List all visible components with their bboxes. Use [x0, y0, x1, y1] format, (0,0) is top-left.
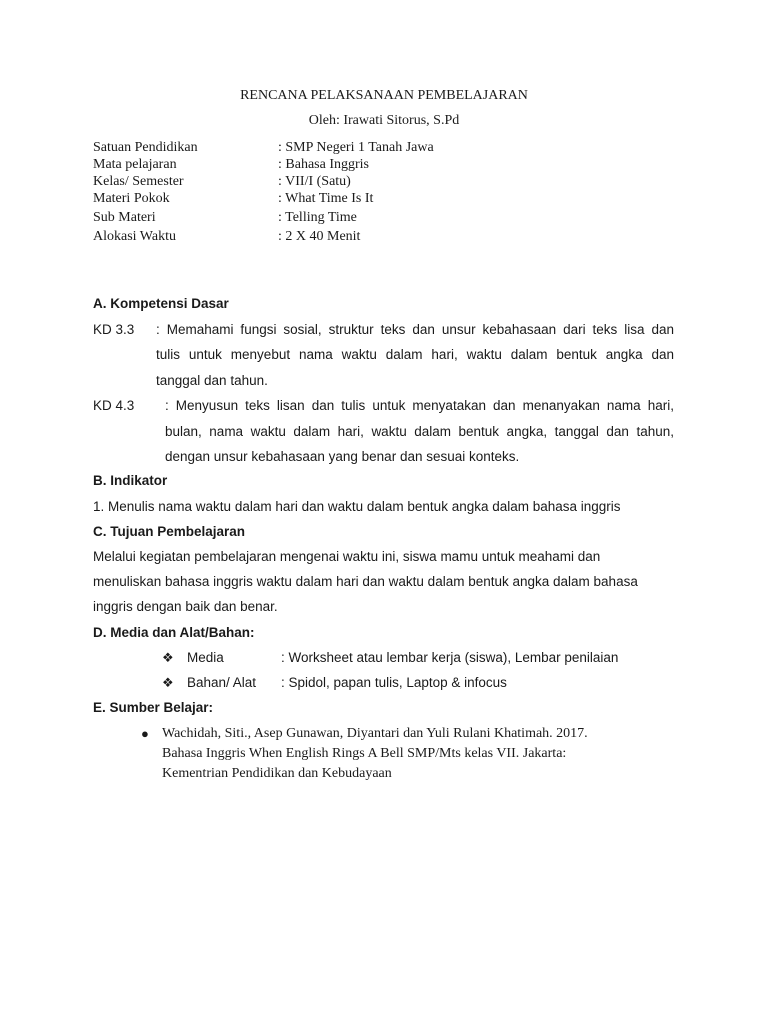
media-label: Media — [187, 650, 224, 665]
section-d-heading: D. Media dan Alat/Bahan: — [93, 625, 255, 640]
kd-code: KD 4.3 — [93, 398, 135, 413]
section-a-heading: A. Kompetensi Dasar — [93, 296, 229, 311]
source-text-line: Bahasa Inggris When English Rings A Bell SMP/Mts kelas VII. Jakarta: — [162, 746, 567, 761]
identity-value: : VII/I (Satu) — [278, 174, 351, 189]
media-value: : Spidol, papan tulis, Laptop & infocus — [281, 675, 507, 690]
kd-text-line: dengan unsur kebahasaan yang benar dan sesuai konteks. — [165, 449, 520, 464]
identity-label: Kelas/ Semester — [93, 174, 184, 189]
source-text-line: Wachidah, Siti., Asep Gunawan, Diyantari dan Yuli Rulani Khatimah. 2017. — [162, 726, 588, 741]
media-label: Bahan/ Alat — [187, 675, 257, 690]
kd-code: KD 3.3 — [93, 322, 135, 337]
section-b-heading: B. Indikator — [93, 473, 168, 488]
identity-value: : SMP Negeri 1 Tanah Jawa — [278, 140, 434, 155]
diamond-bullet-icon: ❖ — [162, 650, 174, 665]
source-text-line: Kementrian Pendidikan dan Kebudayaan — [162, 766, 392, 781]
goal-text-line: Melalui kegiatan pembelajaran mengenai waktu ini, siswa mamu untuk meahami dan — [93, 549, 601, 564]
identity-label: Satuan Pendidikan — [93, 140, 198, 155]
indicator-item: 1. Menulis nama waktu dalam hari dan waktu dalam bentuk angka dalam bahasa inggris — [93, 499, 621, 514]
identity-label: Mata pelajaran — [93, 157, 177, 172]
kd-text-line: bulan, nama waktu dalam hari, waktu dalam bentuk angka, tanggal dan tahun, — [165, 424, 674, 439]
identity-label: Alokasi Waktu — [93, 229, 176, 244]
kd-text-line: : Memahami fungsi sosial, struktur teks dan unsur kebahasaan dari teks lisa dan — [156, 322, 674, 337]
identity-value: : Bahasa Inggris — [278, 157, 369, 172]
document-author: Oleh: Irawati Sitorus, S.Pd — [308, 113, 460, 128]
identity-value: : 2 X 40 Menit — [278, 229, 361, 244]
goal-text-line: inggris dengan baik dan benar. — [93, 599, 278, 614]
identity-value: : Telling Time — [278, 210, 357, 225]
diamond-bullet-icon: ❖ — [162, 675, 174, 690]
section-e-heading: E. Sumber Belajar: — [93, 700, 214, 715]
identity-value: : What Time Is It — [278, 191, 374, 206]
document-title: RENCANA PELAKSANAAN PEMBELAJARAN — [240, 88, 528, 103]
kd-text-line: tanggal dan tahun. — [156, 373, 268, 388]
goal-text-line: menuliskan bahasa inggris waktu dalam hari dan waktu dalam bentuk angka dalam bahasa — [93, 574, 638, 589]
identity-label: Sub Materi — [93, 210, 156, 225]
kd-text-line: tulis untuk menyebut nama waktu dalam hari, waktu dalam bentuk angka dan — [156, 347, 674, 362]
media-value: : Worksheet atau lembar kerja (siswa), Lembar penilaian — [281, 650, 619, 665]
bullet-icon: ● — [141, 726, 149, 741]
section-c-heading: C. Tujuan Pembelajaran — [93, 524, 246, 539]
kd-text-line: : Menyusun teks lisan dan tulis untuk menyatakan dan menanyakan nama hari, — [165, 398, 674, 413]
identity-label: Materi Pokok — [93, 191, 170, 206]
